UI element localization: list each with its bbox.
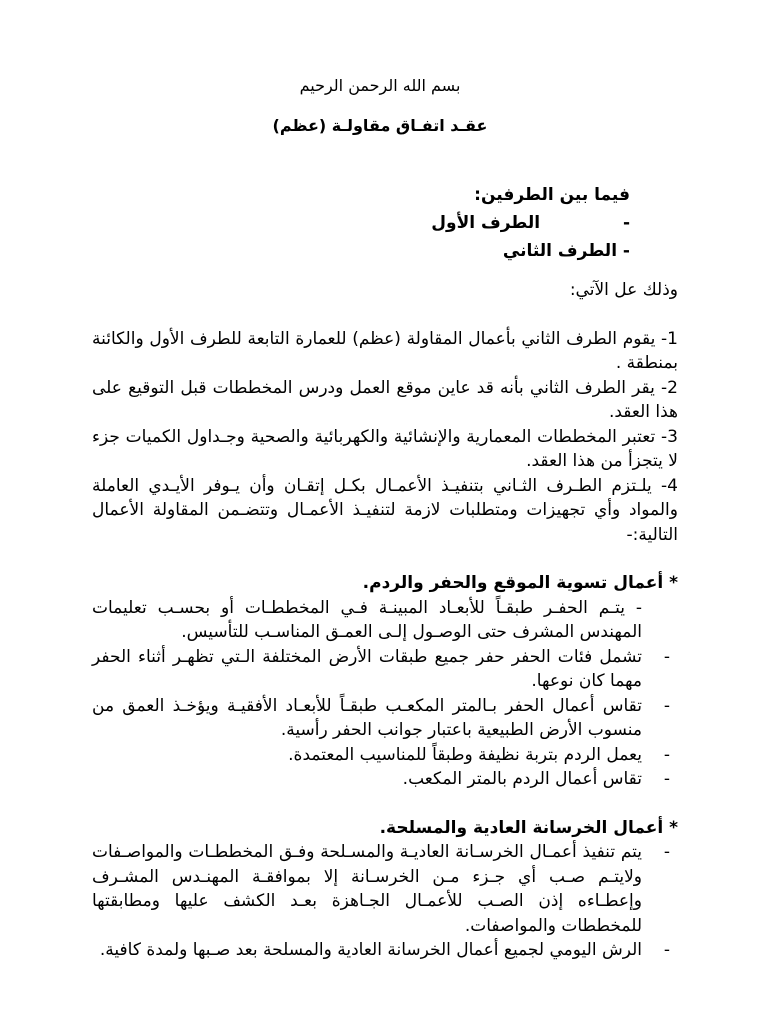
clause-3: 3- تعتبر المخططات المعمارية والإنشائية والكهربائية والصحية وجـداول الكميات جزء لا يتجزأ من هذا العقد.: [92, 426, 678, 471]
section-heading-excavation: * أعمال تسوية الموقع والحفر والردم.: [362, 573, 678, 593]
section-lead-excavation: - يتـم الحفـر طبقـاً للأبعـاد المبينـة فـي المخططـات أو بحسـب تعليمات المهندس المشرف حتى الوصـول إلـى العمـق المناسـب للتأسيس.: [92, 597, 642, 642]
list-item: - تقاس أعمال الردم بالمتر المكعب.: [92, 767, 678, 792]
list-item: - يعمل الردم بتربة نظيفة وطبقاً للمناسيب المعتمدة.: [92, 743, 678, 768]
clause-2: 2- يقر الطرف الثاني بأنه قد عاين موقع العمل ودرس المخططات قبل التوقيع على هذا العقد.: [92, 377, 678, 422]
clause-4: 4- يلـتزم الطـرف الثـاني بتنفيـذ الأعمـال بكـل إتقـان وأن يـوفر الأيـدي العاملة والمواد وأي تجهيزات ومتطلبات لازمة لتنفيـذ الأعمـال وتتضـمن المقاولة الأعمال التالية:-: [92, 475, 678, 545]
clause-1: 1- يقوم الطرف الثاني بأعمال المقاولة (عظم) للعمارة التابعة للطرف الأول والكائنة بمنطقة .: [92, 328, 678, 373]
concrete-list: [92, 840, 678, 963]
list-item: - تشمل فئات الحفر حفر جميع طبقات الأرض المختلفة الـتي تظهـر أثناء الحفر مهما كان نوعها.: [92, 645, 678, 694]
first-party: - الطرف الأول: [431, 213, 630, 233]
list-item: - يتم تنفيذ أعمـال الخرسـانة العاديـة والمسـلحة وفـق المخططـات والمواصـفات ولايتـم صـب أي جـزء مـن الخرسـانة إلا بموافقـة المهنـدس المشـرف وإعطـاءه إذن الصـب للأعمـال الجـاهزة بعـد الكشف عليها ومطابقتها للمخططات والمواصفات.: [92, 840, 678, 938]
excavation-list: [92, 645, 678, 792]
agreement-intro: وذلك عل الآتي:: [569, 280, 678, 300]
second-party: - الطرف الثاني: [502, 241, 630, 261]
basmala: بسم الله الرحمن الرحيم: [299, 76, 461, 95]
list-item: - الرش اليومي لجميع أعمال الخرسانة العادية والمسلحة بعد صـبها ولمدة كافية.: [92, 938, 678, 963]
contract-title: عقـد اتفـاق مقاولـة (عظم): [272, 116, 488, 135]
parties-intro: فيما بين الطرفين:: [474, 185, 630, 205]
contract-body: [92, 278, 678, 963]
list-item: - تقاس أعمال الحفر بـالمتر المكعـب طبقـاً للأبعـاد الأفقيـة ويؤخـذ العمق من منسوب الأرض الطبيعية باعتبار جوانب الحفر رأسية.: [92, 694, 678, 743]
section-heading-concrete: * أعمال الخرسانة العادية والمسلحة.: [379, 817, 678, 838]
parties-block: [210, 181, 630, 265]
